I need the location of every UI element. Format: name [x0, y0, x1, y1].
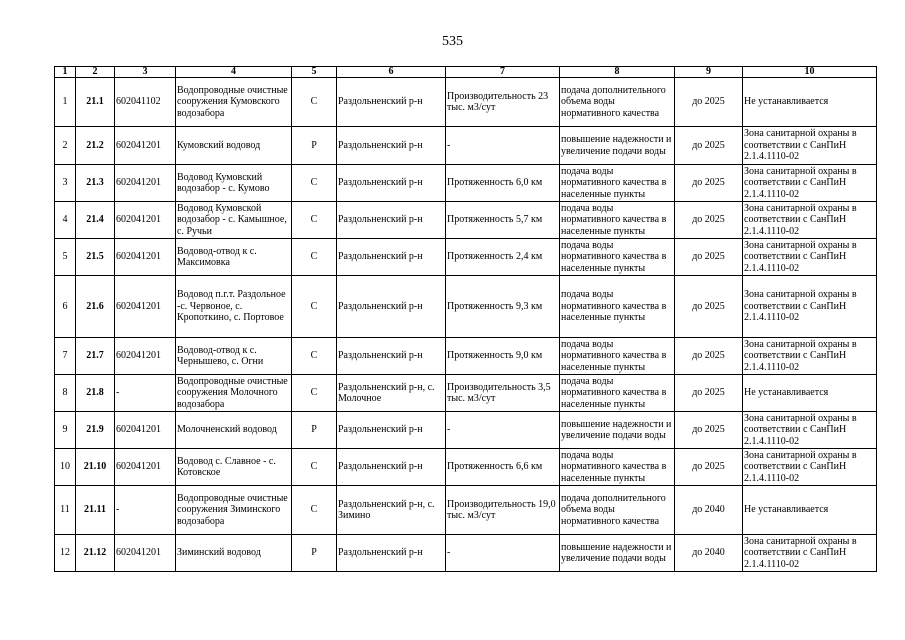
object-type: С: [292, 78, 337, 127]
object-capacity: Производительность 23 тыс. м3/сут: [446, 78, 560, 127]
object-name: Кумовский водовод: [176, 127, 292, 165]
object-capacity: Протяженность 6,6 км: [446, 449, 560, 486]
object-name: Водопроводные очистные сооружения Кумовского водозабора: [176, 78, 292, 127]
table-row: [55, 375, 877, 412]
object-term: до 2025: [675, 412, 743, 449]
object-zone: Зона санитарной охраны в соответствии с СанПиН 2.1.4.1110-02: [743, 239, 877, 276]
object-id: 602041201: [115, 127, 176, 165]
object-capacity: Производительность 19,0 тыс. м3/сут: [446, 486, 560, 535]
table-row: [55, 338, 877, 375]
object-purpose: повышение надежности и увеличение подачи воды: [560, 412, 675, 449]
object-id: 602041201: [115, 202, 176, 239]
row-code: 21.7: [76, 338, 115, 375]
object-name: Водовод Кумовской водозабор - с. Камышное, с. Ручьи: [176, 202, 292, 239]
object-type: С: [292, 449, 337, 486]
table-row: [55, 486, 877, 535]
object-purpose: повышение надежности и увеличение подачи воды: [560, 127, 675, 165]
row-number: 2: [55, 127, 76, 165]
object-district: Раздольненский р-н, с. Зимино: [337, 486, 446, 535]
object-type: С: [292, 375, 337, 412]
row-code: 21.9: [76, 412, 115, 449]
object-purpose: повышение надежности и увеличение подачи воды: [560, 535, 675, 572]
object-name: Молочненский водовод: [176, 412, 292, 449]
object-zone: Зона санитарной охраны в соответствии с СанПиН 2.1.4.1110-02: [743, 127, 877, 165]
object-type: С: [292, 202, 337, 239]
row-code: 21.1: [76, 78, 115, 127]
object-term: до 2025: [675, 202, 743, 239]
row-code: 21.12: [76, 535, 115, 572]
object-term: до 2040: [675, 535, 743, 572]
object-purpose: подача воды нормативного качества в населенные пункты: [560, 165, 675, 202]
object-name: Водопроводные очистные сооружения Молочного водозабора: [176, 375, 292, 412]
object-zone: Не устанавливается: [743, 486, 877, 535]
object-capacity: Протяженность 9,0 км: [446, 338, 560, 375]
object-capacity: Протяженность 5,7 км: [446, 202, 560, 239]
object-id: 602041201: [115, 165, 176, 202]
objects-table: [54, 66, 877, 572]
row-number: 1: [55, 78, 76, 127]
object-zone: Зона санитарной охраны в соответствии с СанПиН 2.1.4.1110-02: [743, 449, 877, 486]
object-purpose: подача воды нормативного качества в населенные пункты: [560, 202, 675, 239]
column-header: 5: [292, 67, 337, 78]
object-district: Раздольненский р-н: [337, 338, 446, 375]
row-code: 21.10: [76, 449, 115, 486]
object-district: Раздольненский р-н, с. Молочное: [337, 375, 446, 412]
table-row: [55, 449, 877, 486]
row-number: 3: [55, 165, 76, 202]
object-id: 602041201: [115, 449, 176, 486]
column-header: 6: [337, 67, 446, 78]
object-zone: Не устанавливается: [743, 375, 877, 412]
object-district: Раздольненский р-н: [337, 535, 446, 572]
object-type: Р: [292, 127, 337, 165]
row-code: 21.2: [76, 127, 115, 165]
object-id: -: [115, 375, 176, 412]
object-term: до 2025: [675, 127, 743, 165]
object-term: до 2040: [675, 486, 743, 535]
table-row: [55, 276, 877, 338]
object-name: Водовод Кумовский водозабор - с. Кумово: [176, 165, 292, 202]
row-code: 21.8: [76, 375, 115, 412]
object-id: 602041102: [115, 78, 176, 127]
table-row: [55, 202, 877, 239]
object-capacity: Протяженность 6,0 км: [446, 165, 560, 202]
column-header: 2: [76, 67, 115, 78]
object-district: Раздольненский р-н: [337, 202, 446, 239]
object-capacity: -: [446, 412, 560, 449]
row-code: 21.5: [76, 239, 115, 276]
object-district: Раздольненский р-н: [337, 239, 446, 276]
row-number: 6: [55, 276, 76, 338]
column-header: 4: [176, 67, 292, 78]
object-capacity: Протяженность 9,3 км: [446, 276, 560, 338]
row-number: 4: [55, 202, 76, 239]
object-type: С: [292, 165, 337, 202]
object-type: С: [292, 338, 337, 375]
object-purpose: подача воды нормативного качества в населенные пункты: [560, 276, 675, 338]
object-zone: Зона санитарной охраны в соответствии с СанПиН 2.1.4.1110-02: [743, 202, 877, 239]
column-header: 7: [446, 67, 560, 78]
row-number: 5: [55, 239, 76, 276]
row-number: 12: [55, 535, 76, 572]
object-term: до 2025: [675, 78, 743, 127]
table-row: [55, 535, 877, 572]
object-name: Водовод-отвод к с. Чернышево, с. Огни: [176, 338, 292, 375]
object-name: Водовод с. Славное - с. Котовское: [176, 449, 292, 486]
table-row: [55, 127, 877, 165]
object-term: до 2025: [675, 239, 743, 276]
object-name: Водовод п.г.т. Раздольное -с. Червоное, с. Кропоткино, с. Портовое: [176, 276, 292, 338]
object-purpose: подача дополнительного объема воды нормативного качества: [560, 78, 675, 127]
object-zone: Зона санитарной охраны в соответствии с СанПиН 2.1.4.1110-02: [743, 412, 877, 449]
object-name: Водопроводные очистные сооружения Зиминского водозабора: [176, 486, 292, 535]
object-type: С: [292, 486, 337, 535]
column-header: 1: [55, 67, 76, 78]
row-code: 21.4: [76, 202, 115, 239]
column-header: 8: [560, 67, 675, 78]
row-number: 11: [55, 486, 76, 535]
row-code: 21.3: [76, 165, 115, 202]
object-purpose: подача воды нормативного качества в населенные пункты: [560, 449, 675, 486]
object-id: -: [115, 486, 176, 535]
page-number: 535: [442, 34, 463, 49]
object-term: до 2025: [675, 165, 743, 202]
object-capacity: -: [446, 535, 560, 572]
column-header: 10: [743, 67, 877, 78]
object-zone: Зона санитарной охраны в соответствии с СанПиН 2.1.4.1110-02: [743, 338, 877, 375]
object-purpose: подача воды нормативного качества в населенные пункты: [560, 239, 675, 276]
row-number: 7: [55, 338, 76, 375]
object-term: до 2025: [675, 338, 743, 375]
object-district: Раздольненский р-н: [337, 412, 446, 449]
object-zone: Не устанавливается: [743, 78, 877, 127]
object-capacity: -: [446, 127, 560, 165]
row-number: 10: [55, 449, 76, 486]
object-zone: Зона санитарной охраны в соответствии с СанПиН 2.1.4.1110-02: [743, 535, 877, 572]
object-zone: Зона санитарной охраны в соответствии с СанПиН 2.1.4.1110-02: [743, 276, 877, 338]
object-id: 602041201: [115, 239, 176, 276]
object-term: до 2025: [675, 276, 743, 338]
object-zone: Зона санитарной охраны в соответствии с СанПиН 2.1.4.1110-02: [743, 165, 877, 202]
object-id: 602041201: [115, 338, 176, 375]
object-type: Р: [292, 412, 337, 449]
object-term: до 2025: [675, 375, 743, 412]
row-code: 21.11: [76, 486, 115, 535]
table-header-row: [55, 67, 877, 78]
object-type: Р: [292, 535, 337, 572]
object-type: С: [292, 276, 337, 338]
object-id: 602041201: [115, 276, 176, 338]
table-row: [55, 165, 877, 202]
object-district: Раздольненский р-н: [337, 127, 446, 165]
column-header: 9: [675, 67, 743, 78]
object-district: Раздольненский р-н: [337, 276, 446, 338]
table-row: [55, 239, 877, 276]
object-capacity: Производительность 3,5 тыс. м3/сут: [446, 375, 560, 412]
object-district: Раздольненский р-н: [337, 165, 446, 202]
table-row: [55, 412, 877, 449]
object-capacity: Протяженность 2,4 км: [446, 239, 560, 276]
object-purpose: подача воды нормативного качества в населенные пункты: [560, 338, 675, 375]
row-number: 8: [55, 375, 76, 412]
object-type: С: [292, 239, 337, 276]
object-name: Водовод-отвод к с. Максимовка: [176, 239, 292, 276]
row-number: 9: [55, 412, 76, 449]
object-purpose: подача воды нормативного качества в населенные пункты: [560, 375, 675, 412]
table-row: [55, 78, 877, 127]
object-name: Зиминский водовод: [176, 535, 292, 572]
row-code: 21.6: [76, 276, 115, 338]
object-id: 602041201: [115, 535, 176, 572]
object-district: Раздольненский р-н: [337, 78, 446, 127]
object-id: 602041201: [115, 412, 176, 449]
object-term: до 2025: [675, 449, 743, 486]
column-header: 3: [115, 67, 176, 78]
object-district: Раздольненский р-н: [337, 449, 446, 486]
object-purpose: подача дополнительного объема воды нормативного качества: [560, 486, 675, 535]
